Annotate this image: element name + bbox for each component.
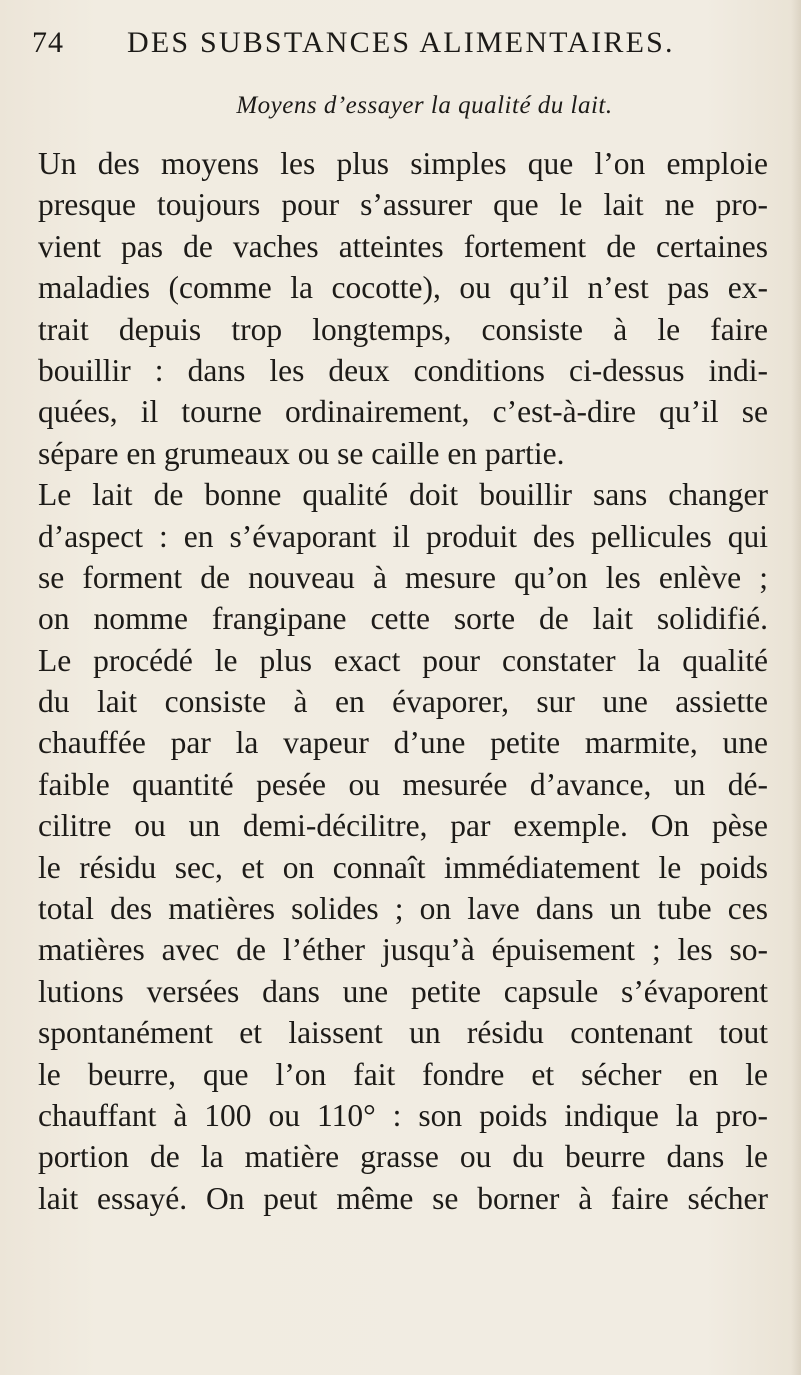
- text-line: on nomme frangipane cette sorte de lait solidifié.: [38, 601, 768, 637]
- text-line: d’aspect : en s’évaporant il produit des pellicules qui: [38, 518, 768, 554]
- text-line: spontanément et laissent un résidu contenant tout: [38, 1015, 768, 1051]
- text-line: vient pas de vaches atteintes fortement de certaines: [38, 228, 768, 264]
- text-line: se forment de nouveau à mesure qu’on les enlève ;: [38, 559, 768, 595]
- text-line: bouillir : dans les deux conditions ci-dessus indi-: [38, 352, 768, 388]
- text-line: Un des moyens les plus simples que l’on emploie: [38, 146, 768, 181]
- text-line: chauffée par la vapeur d’une petite marmite, une: [38, 725, 768, 761]
- page-edge-shadow: [791, 0, 801, 1375]
- page-number: 74: [32, 26, 64, 59]
- text-line: sépare en grumeaux ou se caille en partie.: [38, 435, 565, 471]
- text-line: lait essayé. On peut même se borner à faire sécher: [38, 1180, 768, 1216]
- text-line: faible quantité pesée ou mesurée d’avance, un dé-: [38, 766, 768, 802]
- text-line: portion de la matière grasse ou du beurre dans le: [38, 1139, 768, 1175]
- text-line: du lait consiste à en évaporer, sur une assiette: [38, 684, 768, 720]
- page-header: [32, 26, 774, 66]
- running-head: DES SUBSTANCES ALIMENTAIRES.: [127, 26, 675, 59]
- text-line: Le lait de bonne qualité doit bouillir sans changer: [38, 477, 768, 513]
- text-line: presque toujours pour s’assurer que le lait ne pro-: [38, 187, 768, 223]
- text-line: le beurre, que l’on fait fondre et sécher en le: [38, 1056, 768, 1092]
- text-line: le résidu sec, et on connaît immédiatement le poids: [38, 849, 768, 885]
- text-line: chauffant à 100 ou 110° : son poids indique la pro-: [38, 1097, 768, 1133]
- text-line: maladies (comme la cocotte), ou qu’il n’est pas ex-: [38, 270, 768, 306]
- text-line: matières avec de l’éther jusqu’à épuisement ; les so-: [38, 932, 768, 968]
- text-line: Le procédé le plus exact pour constater la qualité: [38, 642, 768, 678]
- section-title-text: Moyens d’essayer la qualité du lait.: [236, 92, 613, 119]
- section-title: [0, 92, 801, 120]
- text-line: cilitre ou un demi-décilitre, par exemple. On pèse: [38, 808, 768, 844]
- text-line: quées, il tourne ordinairement, c’est-à-dire qu’il se: [38, 394, 768, 430]
- text-line: total des matières solides ; on lave dans un tube ces: [38, 891, 768, 927]
- text-line: lutions versées dans une petite capsule s’évaporent: [38, 973, 768, 1009]
- body-text: [38, 143, 768, 1219]
- text-line: trait depuis trop longtemps, consiste à le faire: [38, 311, 768, 347]
